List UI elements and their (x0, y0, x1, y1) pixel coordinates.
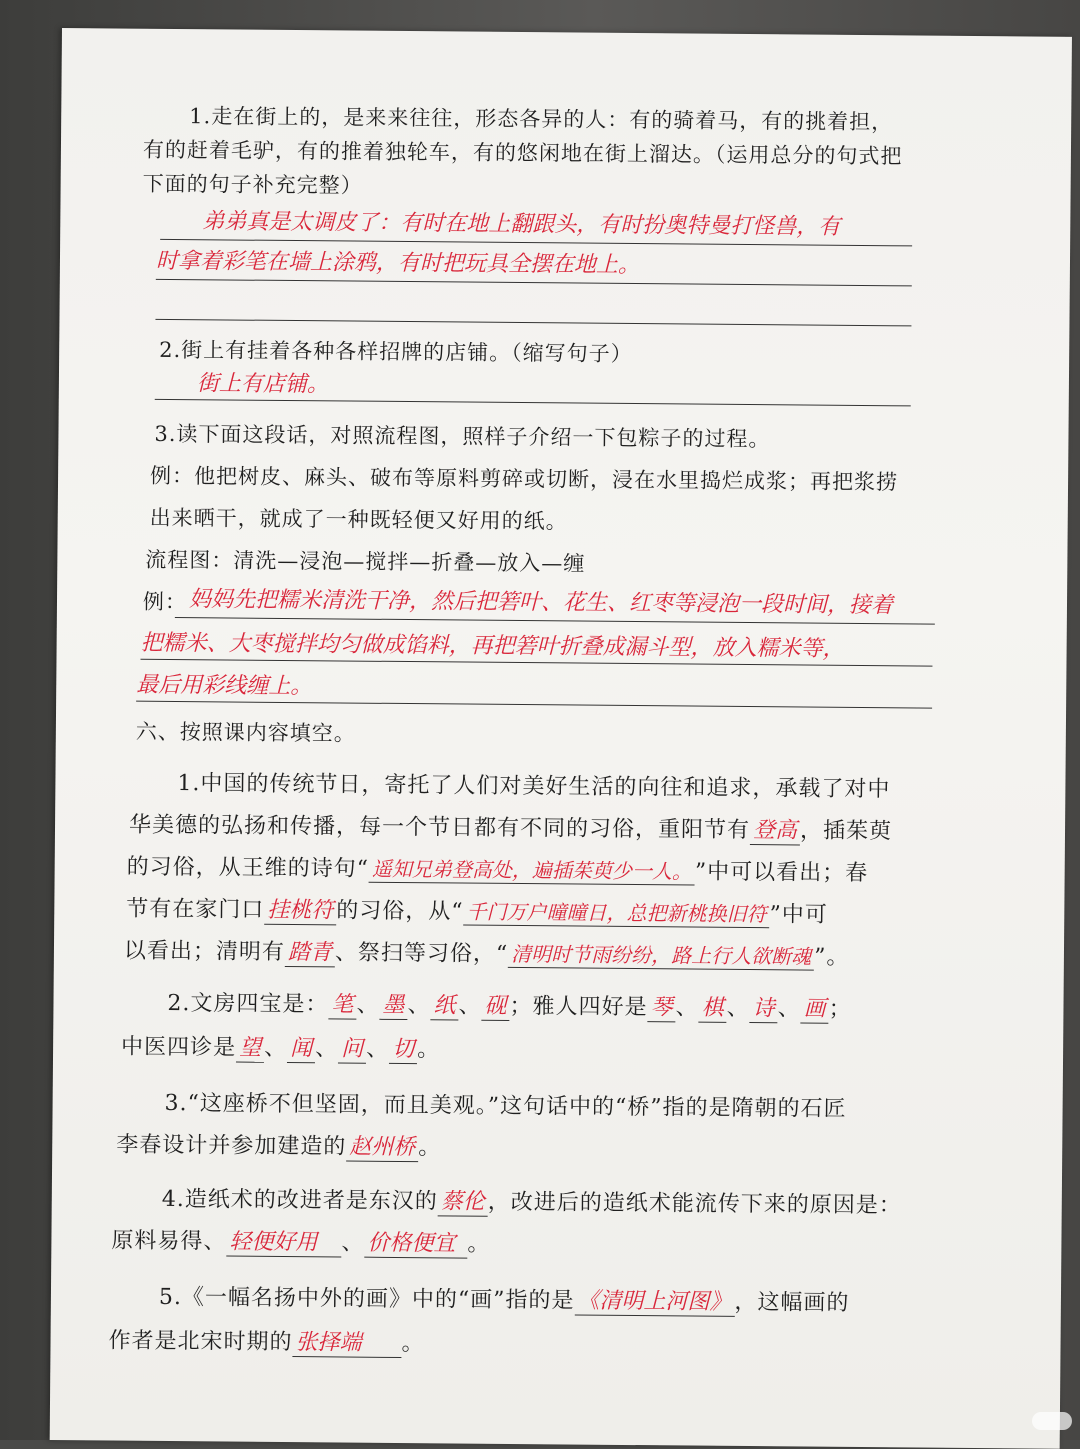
s6-q1-text: ”中可以看出；春 (695, 860, 868, 887)
section6-title: 六、按照课内容填空。 (136, 717, 356, 749)
s6-q3-line1: 3.“这座桥不但坚固，而且美观。”这句话中的“桥”指的是隋朝的石匠 (164, 1089, 846, 1125)
s6-q5-answer-author: 张择端 (292, 1330, 401, 1358)
s6-q2-text: 中医四诊是 (121, 1035, 236, 1061)
s6-q1-line2 (129, 811, 892, 848)
separator: 、 (676, 995, 699, 1020)
s6-q1-text: 的习俗，从王维的诗句“ (127, 855, 369, 882)
s6-q2-answer-wen1: 闻 (287, 1036, 315, 1063)
separator: 、 (341, 1230, 364, 1255)
period: 。 (467, 1232, 490, 1257)
s6-q2-answer-mo: 墨 (379, 993, 407, 1020)
separator: 、 (727, 996, 750, 1021)
s6-q1-text: 华美德的弘扬和传播，每一个节日都有不同的习俗，重阳节有 (129, 813, 750, 843)
q3-example-line2: 出来晒干，就成了一种既轻便又好用的纸。 (150, 503, 568, 537)
s6-q2-text: ；雅人四好是 (509, 994, 647, 1020)
s6-q1-text: 以看出；清明有 (124, 939, 285, 965)
s6-q3-text: 李春设计并参加建造的 (116, 1133, 346, 1160)
s6-q5-answer-painting: 《清明上河图》 (574, 1289, 734, 1317)
s6-q1-answer-taofu: 挂桃符 (264, 898, 336, 926)
s6-q1-answer-poem1: 遥知兄弟登高处，遍插茱萸少一人。 (369, 856, 695, 886)
q3-answer-label: 例： (143, 587, 187, 617)
separator: 、 (356, 993, 379, 1018)
period: 。 (401, 1331, 424, 1356)
watermark-badge (1032, 1412, 1072, 1430)
answer-rule (136, 701, 932, 709)
q2-answer: 街上有店铺。 (197, 369, 329, 400)
period: 。 (418, 1135, 441, 1160)
s6-q2-answer-wang: 望 (236, 1036, 264, 1063)
s6-q5-text: 5.《一幅名扬中外的画》中的“画”指的是 (159, 1285, 575, 1314)
s6-q1-text: 、祭扫等习俗，“ (335, 940, 508, 967)
s6-q5-line1 (159, 1283, 850, 1319)
s6-q3-answer: 赵州桥 (346, 1135, 418, 1163)
s6-q2-answer-bi: 笔 (328, 992, 356, 1019)
s6-q4-line2 (111, 1226, 490, 1259)
s6-q1-line4 (126, 895, 828, 931)
s6-q1-answer-poem3: 清明时节雨纷纷，路上行人欲断魂 (508, 941, 814, 971)
s6-q5-text: ，这幅画的 (734, 1290, 849, 1316)
s6-q1-line1: 1.中国的传统节日，寄托了人们对美好生活的向往和追求，承载了对中 (177, 769, 890, 805)
s6-q2-answer-qie: 切 (389, 1037, 417, 1064)
q1-prompt-line2: 有的赶着毛驴，有的推着独轮车，有的悠闲地在街上溜达。（运用总分的句式把 (143, 135, 903, 172)
s6-q1-answer-poem2: 千门万户曈曈日，总把新桃换旧符 (463, 899, 769, 929)
answer-rule (155, 319, 911, 327)
worksheet-page (50, 28, 1072, 1449)
q3-prompt: 3.读下面这段话，对照流程图，照样子介绍一下包粽子的过程。 (154, 419, 770, 454)
s6-q1-text: 节有在家门口 (126, 897, 264, 923)
q3-answer-line2: 把糯米、大枣搅拌均匀做成馅料，再把箬叶折叠成漏斗型，放入糯米等， (140, 629, 844, 665)
s6-q2-line2 (121, 1033, 440, 1066)
s6-q1-line3 (127, 853, 869, 889)
q3-answer-line3: 最后用彩线缠上。 (136, 671, 312, 703)
separator: 、 (458, 993, 481, 1018)
q1-prompt-line1: 1.走在街上的，是来来往往，形态各异的人：有的骑着马，有的挑着担， (189, 101, 893, 137)
s6-q4-text: ，改进后的造纸术能流传下来的原因是： (488, 1190, 902, 1219)
period: 。 (417, 1037, 440, 1062)
s6-q4-text: 4.造纸术的改进者是东汉的 (162, 1187, 438, 1214)
separator: 、 (264, 1036, 287, 1061)
q3-flowchart: 流程图：清洗—浸泡—搅拌—折叠—放入—缠 (145, 545, 585, 579)
s6-q4-text: 原料易得、 (111, 1228, 226, 1254)
s6-q1-answer-dengao: 登高 (750, 818, 800, 845)
s6-q2-answer-zhi: 纸 (430, 993, 458, 1020)
s6-q2-line1 (167, 989, 851, 1025)
s6-q2-answer-wen2: 问 (338, 1036, 366, 1063)
s6-q2-answer-shi: 诗 (750, 996, 778, 1023)
q1-answer-line2: 时拿着彩笔在墙上涂鸦，有时把玩具全摆在地上。 (156, 247, 640, 281)
q2-prompt: 2.街上有挂着各种各样招牌的店铺。（缩写句子） (159, 335, 633, 369)
q3-example-line1: 例：他把树皮、麻头、破布等原料剪碎或切断，浸在水里捣烂成浆；再把浆捞 (150, 461, 898, 498)
s6-q2-answer-qin: 琴 (647, 995, 675, 1022)
s6-q1-text: 的习俗，从“ (336, 898, 463, 924)
s6-q1-text: ”。 (814, 945, 849, 970)
s6-q2-answer-hua: 画 (801, 996, 829, 1023)
separator: 、 (407, 993, 430, 1018)
s6-q2-answer-qi: 棋 (699, 996, 727, 1023)
s6-q2-text: 2.文房四宝是： (167, 991, 328, 1017)
s6-q1-answer-taqing: 踏青 (285, 940, 335, 967)
separator: 、 (778, 996, 801, 1021)
s6-q5-text: 作者是北宋时期的 (108, 1328, 292, 1355)
s6-q5-line2 (108, 1326, 424, 1359)
s6-q2-answer-yan: 砚 (481, 994, 509, 1021)
q1-answer-line1: 弟弟真是太调皮了：有时在地上翻跟头，有时扮奥特曼打怪兽，有 (202, 207, 840, 243)
s6-q1-line5 (124, 937, 850, 973)
s6-q4-line1 (162, 1185, 902, 1221)
s6-q2-text: ； (829, 997, 852, 1022)
s6-q3-line2 (116, 1131, 441, 1164)
s6-q4-answer-cailun: 蔡伦 (438, 1189, 488, 1216)
q3-answer-line1: 妈妈先把糯米清洗干净，然后把箬叶、花生、红枣等浸泡一段时间，接着 (189, 585, 893, 621)
s6-q1-text: ”中可 (769, 902, 827, 928)
s6-q4-answer-2: 价格便宜 (364, 1231, 467, 1259)
q1-prompt-line3: 下面的句子补充完整） (143, 169, 363, 201)
separator: 、 (366, 1037, 389, 1062)
s6-q4-answer-1: 轻便好用 (226, 1229, 341, 1257)
answer-rule (155, 399, 911, 407)
s6-q1-text: ，插茱萸 (800, 818, 892, 844)
separator: 、 (315, 1036, 338, 1061)
